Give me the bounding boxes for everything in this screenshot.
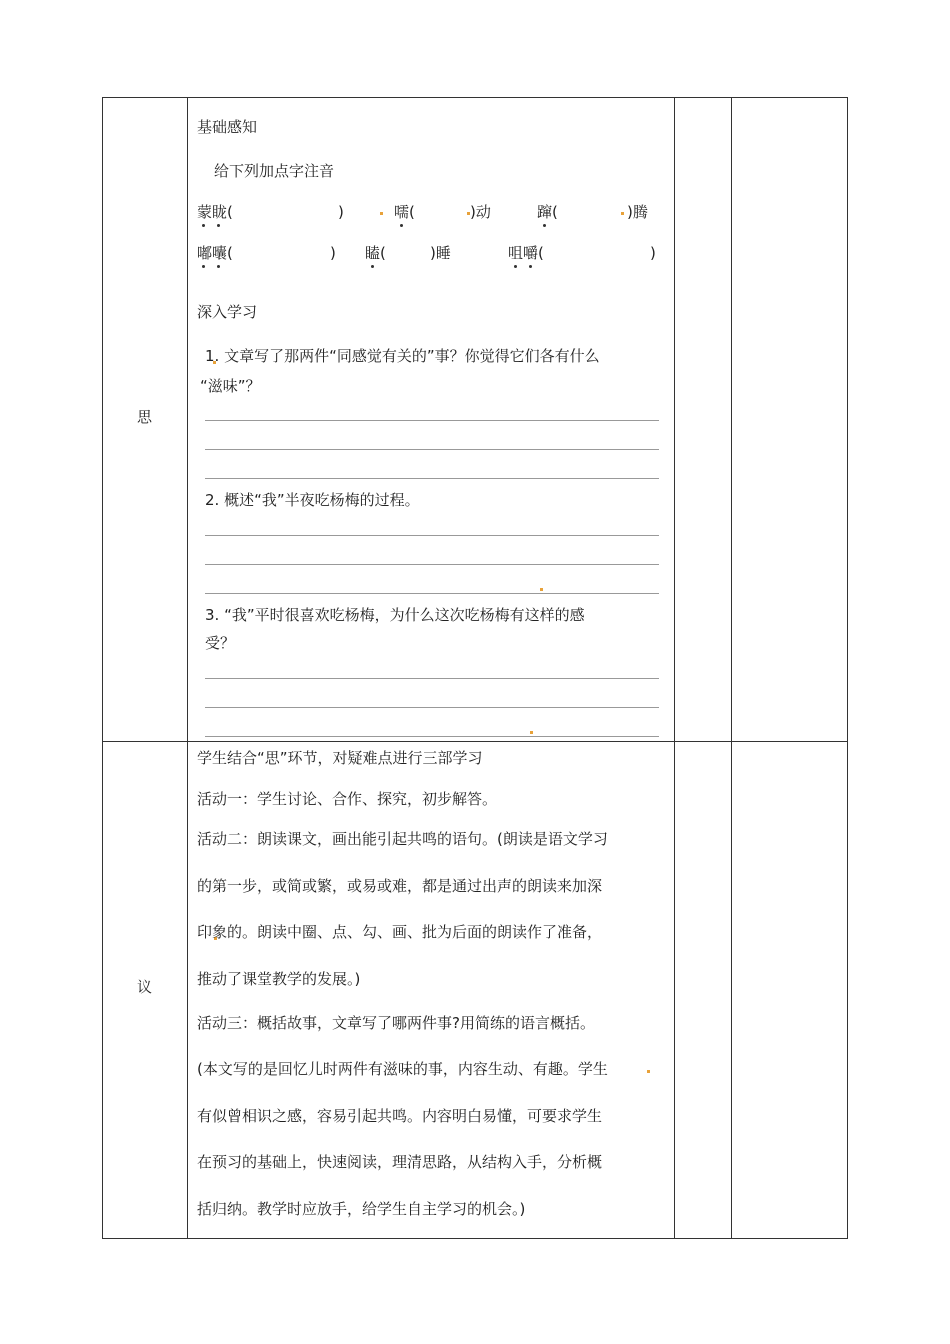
discuss-line-10: 在预习的基础上，快速阅读，理清思路，从结构入手，分析概 xyxy=(197,1153,603,1171)
column-divider-3 xyxy=(731,97,732,1239)
column-divider-1 xyxy=(187,97,188,1239)
emphasis-dot xyxy=(529,265,532,268)
question-2: 2. 概述“我”半夜吃杨梅的过程。 xyxy=(205,491,420,509)
emphasis-dot xyxy=(514,265,517,268)
discuss-line-5: 印象的。朗读中圈、点、勾、画、批为后面的朗读作了准备， xyxy=(197,923,603,941)
edit-mark xyxy=(467,212,470,215)
edit-mark xyxy=(530,731,533,734)
section-label-si: 思 xyxy=(137,408,153,426)
emphasis-dot xyxy=(217,265,220,268)
answer-line xyxy=(205,449,659,450)
row-divider xyxy=(102,741,848,742)
discuss-line-2: 活动一：学生讨论、合作、探究，初步解答。 xyxy=(197,790,498,808)
pinyin-row1-close1: ) xyxy=(338,203,344,221)
pinyin-row1-word1: 蒙眬( xyxy=(197,203,233,221)
pinyin-row2-close1: ) xyxy=(330,244,336,262)
answer-line xyxy=(205,564,659,565)
discuss-line-3: 活动二：朗读课文，画出能引起共鸣的语句。(朗读是语文学习 xyxy=(197,830,608,848)
discuss-line-1: 学生结合“思”环节，对疑难点进行三部学习 xyxy=(197,749,483,767)
answer-line xyxy=(205,420,659,421)
pinyin-row2-word2: 瞌( xyxy=(365,244,386,262)
emphasis-dot xyxy=(543,224,546,227)
question-1-line2: “滋味”？ xyxy=(200,377,261,395)
discuss-line-7: 活动三：概括故事，文章写了哪两件事?用简练的语言概括。 xyxy=(197,1014,595,1032)
pinyin-row2-word1: 嘟囔( xyxy=(197,244,233,262)
emphasis-dot xyxy=(202,265,205,268)
emphasis-dot xyxy=(371,265,374,268)
pinyin-row2-close2: )睡 xyxy=(430,244,451,262)
answer-line xyxy=(205,707,659,708)
pinyin-row1-close3: )腾 xyxy=(627,203,648,221)
pinyin-row1-word2: 嚅( xyxy=(394,203,415,221)
answer-line xyxy=(205,478,659,479)
question-3-line1: 3. “我”平时很喜欢吃杨梅，为什么这次吃杨梅有这样的感 xyxy=(205,606,585,624)
pinyin-row1-close2: )动 xyxy=(470,203,491,221)
column-divider-2 xyxy=(674,97,675,1239)
emphasis-dot xyxy=(400,224,403,227)
basic-instruction: 给下列加点字注音 xyxy=(214,162,335,180)
answer-line xyxy=(205,736,659,737)
answer-line xyxy=(205,535,659,536)
edit-mark xyxy=(540,588,543,591)
pinyin-row2-word3: 咀嚼( xyxy=(508,244,544,262)
basic-heading: 基础感知 xyxy=(197,118,258,136)
edit-mark xyxy=(380,212,383,215)
discuss-line-9: 有似曾相识之感，容易引起共鸣。内容明白易懂，可要求学生 xyxy=(197,1107,603,1125)
question-1-line1: 1. 文章写了那两件“同感觉有关的”事？你觉得它们各有什么 xyxy=(205,347,600,365)
deep-heading: 深入学习 xyxy=(197,303,258,321)
emphasis-dot xyxy=(202,224,205,227)
answer-line xyxy=(205,593,659,594)
section-label-yi: 议 xyxy=(137,978,153,996)
edit-mark xyxy=(647,1070,650,1073)
discuss-line-8: (本文写的是回忆儿时两件有滋味的事，内容生动、有趣。学生 xyxy=(197,1060,608,1078)
edit-mark xyxy=(621,212,624,215)
pinyin-row1-word3: 蹿( xyxy=(537,203,558,221)
pinyin-row2-close3: ) xyxy=(650,244,656,262)
question-3-line2: 受？ xyxy=(205,634,236,652)
emphasis-dot xyxy=(217,224,220,227)
discuss-line-4: 的第一步，或简或繁，或易或难，都是通过出声的朗读来加深 xyxy=(197,877,603,895)
discuss-line-11: 括归纳。教学时应放手，给学生自主学习的机会。) xyxy=(197,1200,526,1218)
discuss-line-6: 推动了课堂教学的发展。) xyxy=(197,970,361,988)
answer-line xyxy=(205,678,659,679)
